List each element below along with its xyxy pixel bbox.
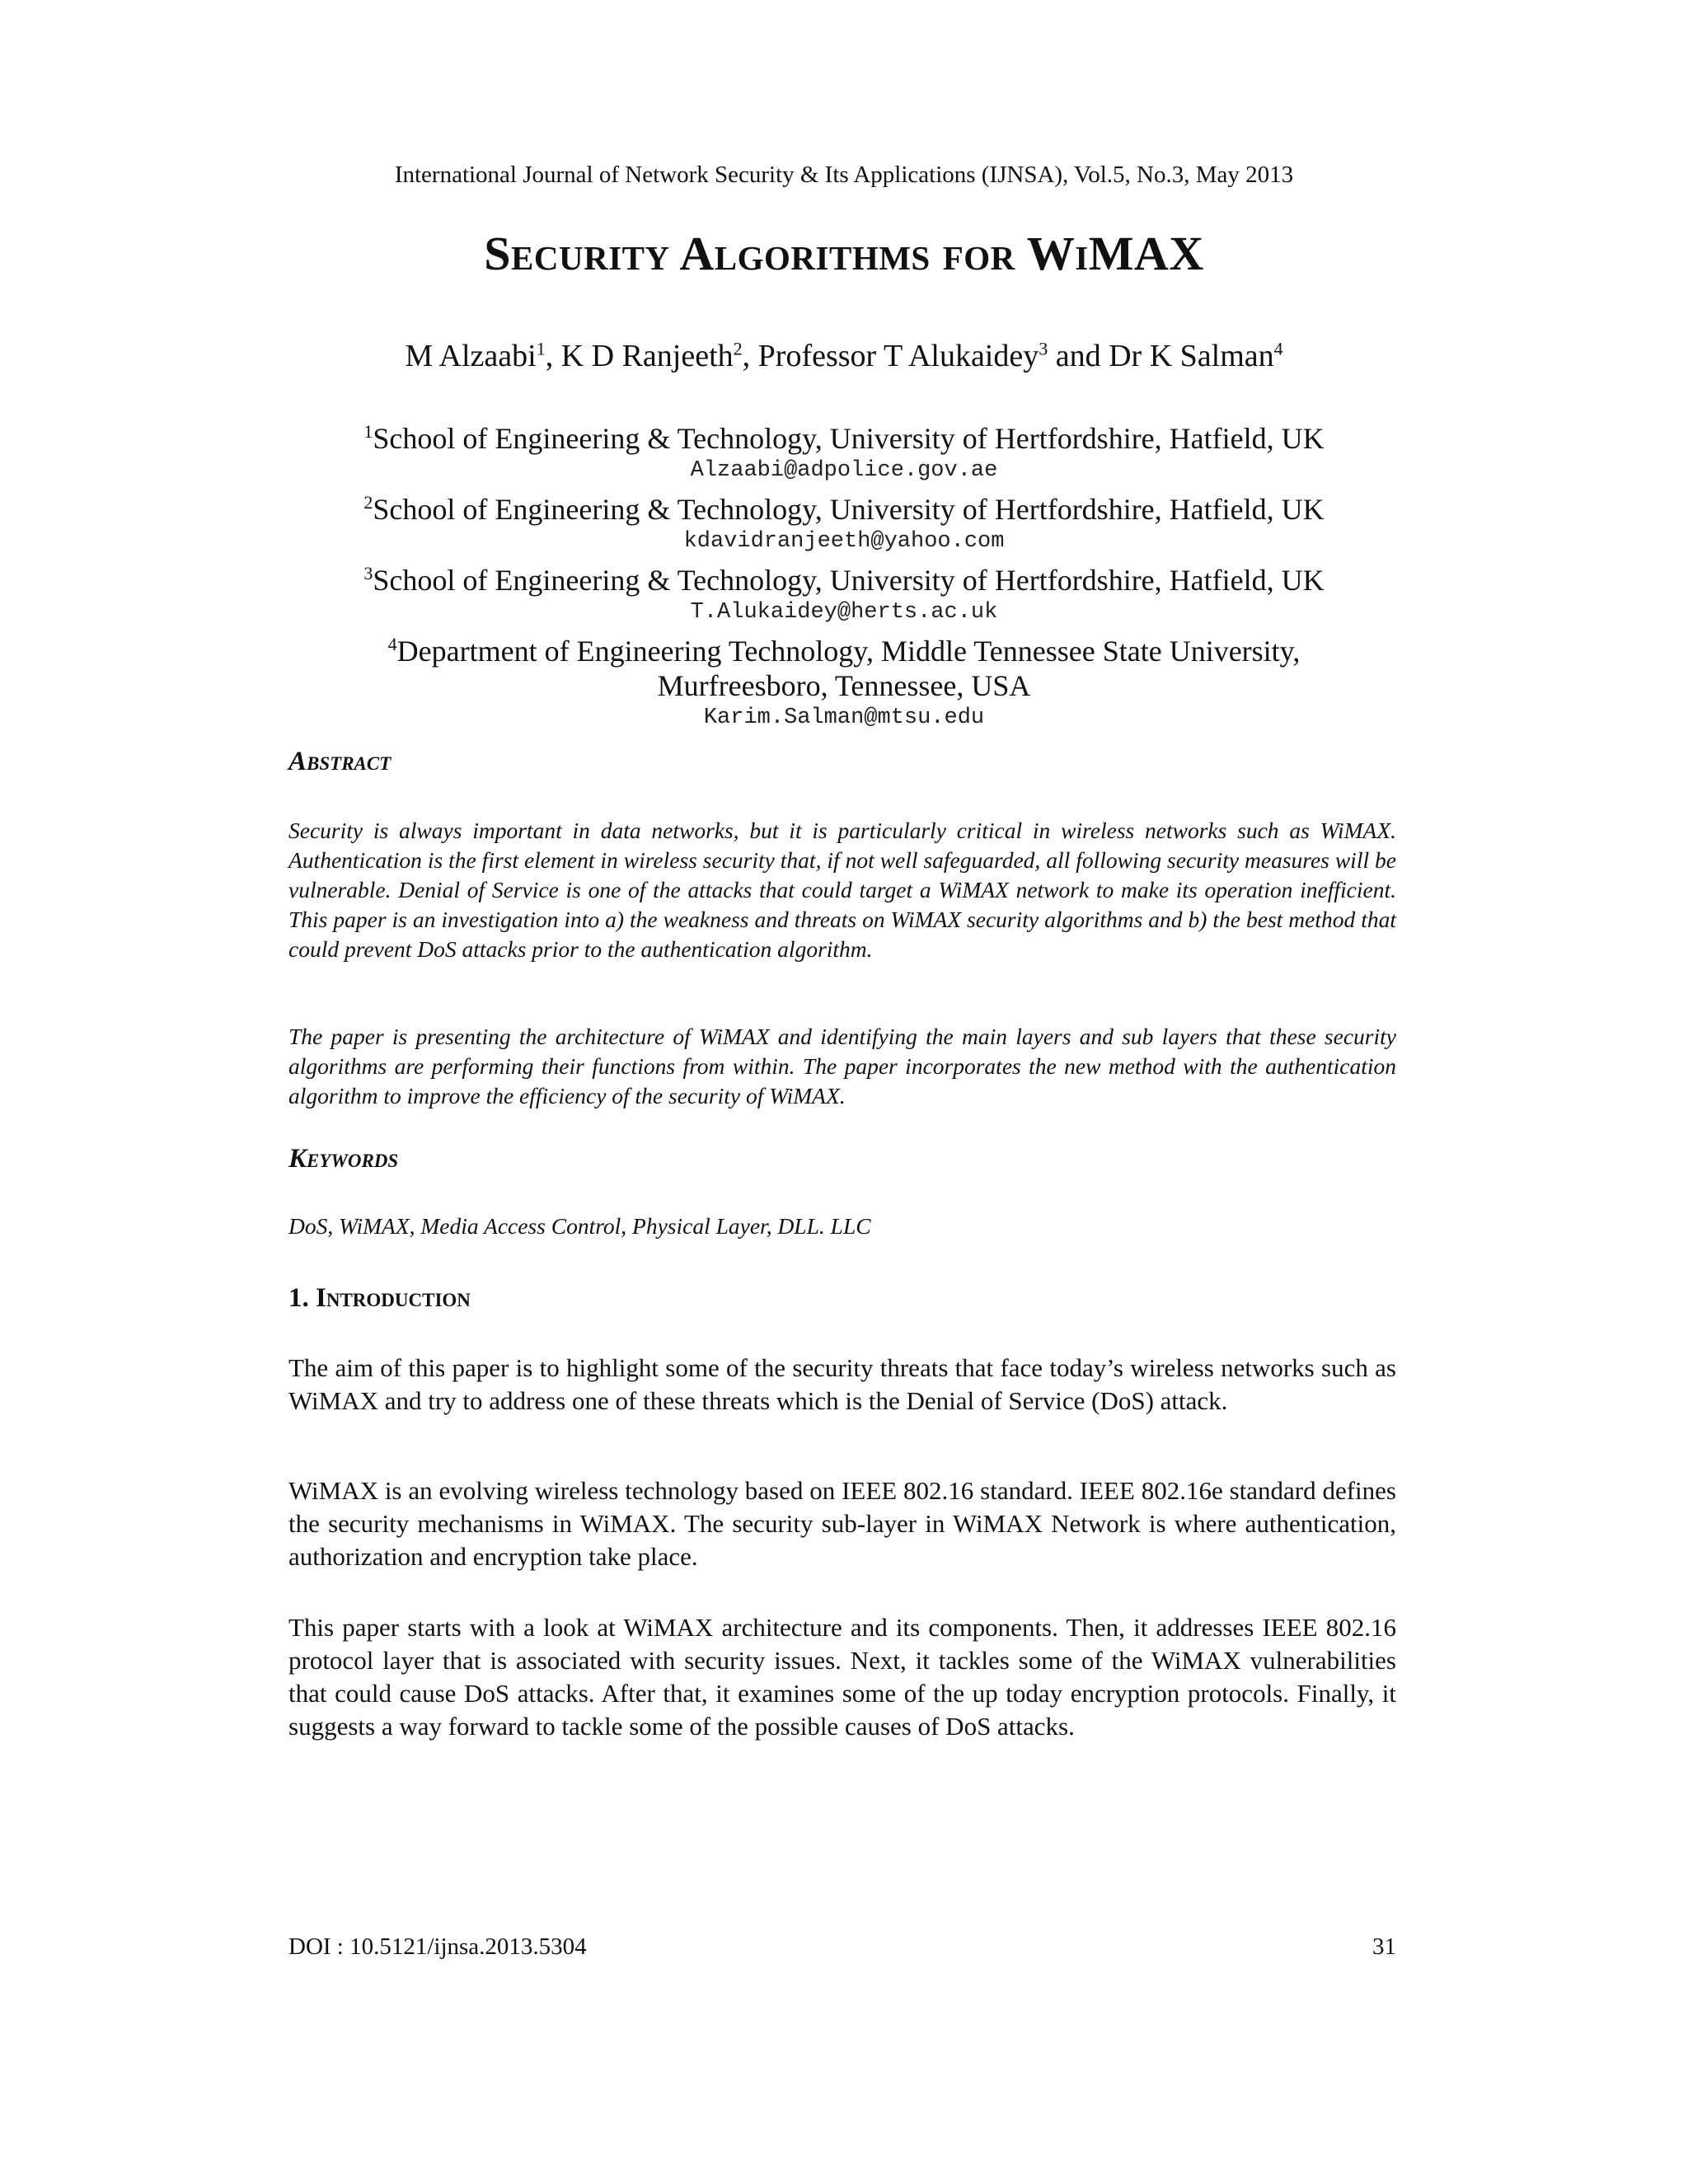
affiliations bbox=[0, 415, 1688, 733]
body-paragraph: The aim of this paper is to highlight some of the security threats that face today’s wireless networks such as WiMAX and try to address one of these threats which is the Denial of Service (DoS) attack. bbox=[288, 1353, 1396, 1415]
abstract-body bbox=[288, 816, 1396, 964]
author: Professor T Alukaidey$^3$ and bbox=[757, 338, 1109, 373]
introduction-body bbox=[288, 1474, 1396, 1573]
keywords-body bbox=[288, 1212, 1396, 1241]
affiliation: $^3$School of Engineering & Technology, University of Hertfordshire, Hatfield, UK T.Alukaidey@herts.ac.uk bbox=[0, 556, 1688, 627]
email-address: Karim.Salman@mtsu.edu bbox=[703, 705, 985, 730]
keywords-section bbox=[288, 1144, 1396, 1174]
author: K D Ranjeeth$^2$, bbox=[560, 338, 758, 373]
email-address: kdavidranjeeth@yahoo.com bbox=[683, 529, 1005, 554]
author: M Alzaabi$^1$, bbox=[405, 338, 561, 373]
abstract-paragraph: The paper is presenting the architecture of WiMAX and identifying the main layers and sub layers that these security algorithms are performing their functions from within. The paper incorporates the new method with the authentication algorithm to improve the efficiency of the security of WiMAX. bbox=[288, 1024, 1396, 1108]
author: Dr K Salman$^4$ bbox=[1109, 338, 1283, 373]
email-address: T.Alukaidey@herts.ac.uk bbox=[690, 600, 998, 625]
page-number: 31 bbox=[1372, 1933, 1396, 1960]
journal-header: International Journal of Network Security & Its Applications (IJNSA), Vol.5, No.3, May 2013 bbox=[394, 162, 1294, 188]
body-paragraph: WiMAX is an evolving wireless technology based on IEEE 802.16 standard. IEEE 802.16e standard defines the security mechanisms in WiMAX. The security sub-layer in WiMAX Network is where authentication, authorization and encryption take place. bbox=[288, 1476, 1396, 1571]
keywords-text: DoS, WiMAX, Media Access Control, Physical Layer, DLL. LLC bbox=[288, 1213, 871, 1239]
introduction-section bbox=[288, 1283, 1396, 1314]
introduction-heading: 1. Introduction bbox=[288, 1283, 471, 1313]
affiliation: $^4$Department of Engineering Technology, Middle Tennessee State University, Murfreesboro, Tennessee, USA Karim.Salman@mtsu.edu bbox=[0, 627, 1688, 733]
body-paragraph: This paper starts with a look at WiMAX architecture and its components. Then, it addresses IEEE 802.16 protocol layer that is associated with security issues. Next, it tackles some of the WiMAX vulnerabilities that could cause DoS attacks. After that, it examines some of the up today encryption protocols. Finally, it suggests a way forward to tackle some of the possible causes of DoS attacks. bbox=[288, 1613, 1396, 1741]
abstract-paragraph: Security is always important in data networks, but it is particularly critical in wireless networks such as WiMAX. Authentication is the first element in wireless security that, if not well safeguarded, all following security measures will be vulnerable. Denial of Service is one of the attacks that could target a WiMAX network to make its operation inefficient. This paper is an investigation into a) the weakness and threats on WiMAX security algorithms and b) the best method that could prevent DoS attacks prior to the authentication algorithm. bbox=[288, 818, 1396, 962]
introduction-body bbox=[288, 1352, 1396, 1418]
abstract-body bbox=[288, 1022, 1396, 1111]
doi-footer: DOI : 10.5121/ijnsa.2013.5304 bbox=[288, 1933, 587, 1960]
affiliation: $^2$School of Engineering & Technology, University of Hertfordshire, Hatfield, UK kdavidranjeeth@yahoo.com bbox=[0, 485, 1688, 556]
author-list bbox=[0, 338, 1688, 374]
paper-title: Security Algorithms for WiMAX bbox=[484, 227, 1204, 280]
email-address: Alzaabi@adpolice.gov.ae bbox=[690, 458, 998, 483]
keywords-heading: Keywords bbox=[288, 1144, 399, 1174]
abstract-section bbox=[288, 747, 1396, 777]
abstract-heading: Abstract bbox=[288, 747, 392, 776]
introduction-body bbox=[288, 1611, 1396, 1743]
affiliation: $^1$School of Engineering & Technology, University of Hertfordshire, Hatfield, UK Alzaabi@adpolice.gov.ae bbox=[0, 415, 1688, 485]
